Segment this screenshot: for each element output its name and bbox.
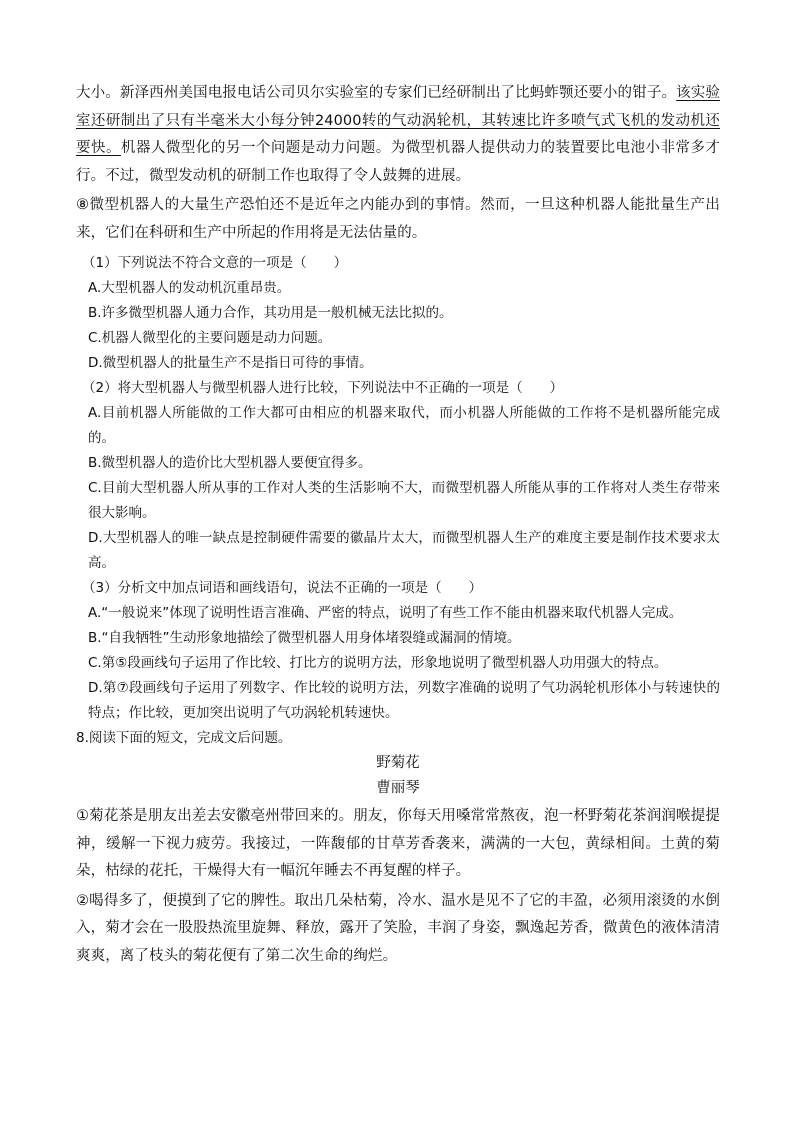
option-c: C.第⑤段画线句子运用了作比较、打比方的说明方法，形象地说明了微型机器人功用强大的特点。 xyxy=(88,655,668,671)
option-c: C.目前大型机器人所从事的工作对人类的生活影响不大，而微型机器人所能从事的工作将对人类生存带来很大影响。 xyxy=(88,480,720,521)
section-instruction: 8.阅读下面的短文，完成文后问题。 xyxy=(76,730,292,746)
article-author: 曹丽琴 xyxy=(376,780,420,796)
option-b: B.微型机器人的造价比大型机器人要便宜得多。 xyxy=(88,455,372,471)
underlined-sentence: 该实验室还研制出了只有半毫米大小每分钟24000转的气动涡轮机，其转速比许多喷气式飞机的发动机还要快。 xyxy=(76,85,720,156)
option-d: D.微型机器人的批量生产不是指日可待的事情。 xyxy=(88,355,373,371)
passage-text: 机器人微型化的另一个问题是动力问题。为微型机器人提供动力的装置要比电池小非常多才行。不过，微型发动机的研制工作也取得了令人鼓舞的进展。 xyxy=(76,140,720,184)
passage-text: 大小。新泽西州美国电报电话公司贝尔实验室的专家们已经研制出了比蚂蚱颚还要小的钳子。 xyxy=(76,85,677,101)
article-paragraph-2: ②喝得多了，便摸到了它的脾性。取出几朵枯菊，冷水、温水是见不了它的丰盈，必须用滚烫的水倒入，菊才会在一股股热流里旋舞、释放，露开了笑脸，丰润了身姿，飘逸起芳香，微黄色的液体清清爽爽，离了枝头的菊花便有了第二次生命的绚烂。 xyxy=(76,892,720,964)
option-a: A.“一般说来”体现了说明性语言准确、严密的特点，说明了有些工作不能由机器来取代机器人完成。 xyxy=(88,605,683,621)
passage-paragraph-7 xyxy=(76,80,720,190)
option-b: B.许多微型机器人通力合作，其功用是一般机械无法比拟的。 xyxy=(88,305,453,321)
article-title: 野菊花 xyxy=(376,755,420,771)
document-content xyxy=(76,80,720,970)
question-stem: （3）分析文中加点词语和画线语句，说法不正确的一项是（ ） xyxy=(82,580,483,596)
question-stem: （1）下列说法不符合文意的一项是（ ） xyxy=(82,255,348,271)
option-a: A.目前机器人所能做的工作大都可由相应的机器来取代，而小机器人所能做的工作将不是机器所能完成的。 xyxy=(88,405,720,446)
question-stem: （2）将大型机器人与微型机器人进行比较，下列说法中不正确的一项是（ ） xyxy=(82,380,564,396)
option-b: B.“自我牺牲”生动形象地描绘了微型机器人用身体堵裂缝或漏洞的情境。 xyxy=(88,630,521,646)
option-a: A.大型机器人的发动机沉重昂贵。 xyxy=(88,280,291,296)
option-d: D.第⑦段画线句子运用了列数字、作比较的说明方法，列数字准确的说明了气功涡轮机形体小与转速快的特点；作比较，更加突出说明了气功涡轮机转速快。 xyxy=(88,680,720,721)
passage-paragraph-8: ⑧微型机器人的大量生产恐怕还不是近年之内能办到的事情。然而，一旦这种机器人能批量生产出来，它们在科研和生产中所起的作用将是无法估量的。 xyxy=(76,197,720,241)
option-d: D.大型机器人的唯一缺点是控制硬件需要的徽晶片太大，而微型机器人生产的难度主要是制作技术要求太高。 xyxy=(88,530,720,571)
option-c: C.机器人微型化的主要问题是动力问题。 xyxy=(88,330,332,346)
article-paragraph-1: ①菊花茶是朋友出差去安徽亳州带回来的。朋友，你每天用嗓常常熬夜，泡一杯野菊花茶润润喉提提神，缓解一下视力疲劳。我接过，一阵馥郁的甘草芳香袭来，满满的一大包，黄绿相间。土黄的菊朵，枯绿的花托，干燥得大有一幅沉年睡去不再复醒的样子。 xyxy=(76,808,720,879)
